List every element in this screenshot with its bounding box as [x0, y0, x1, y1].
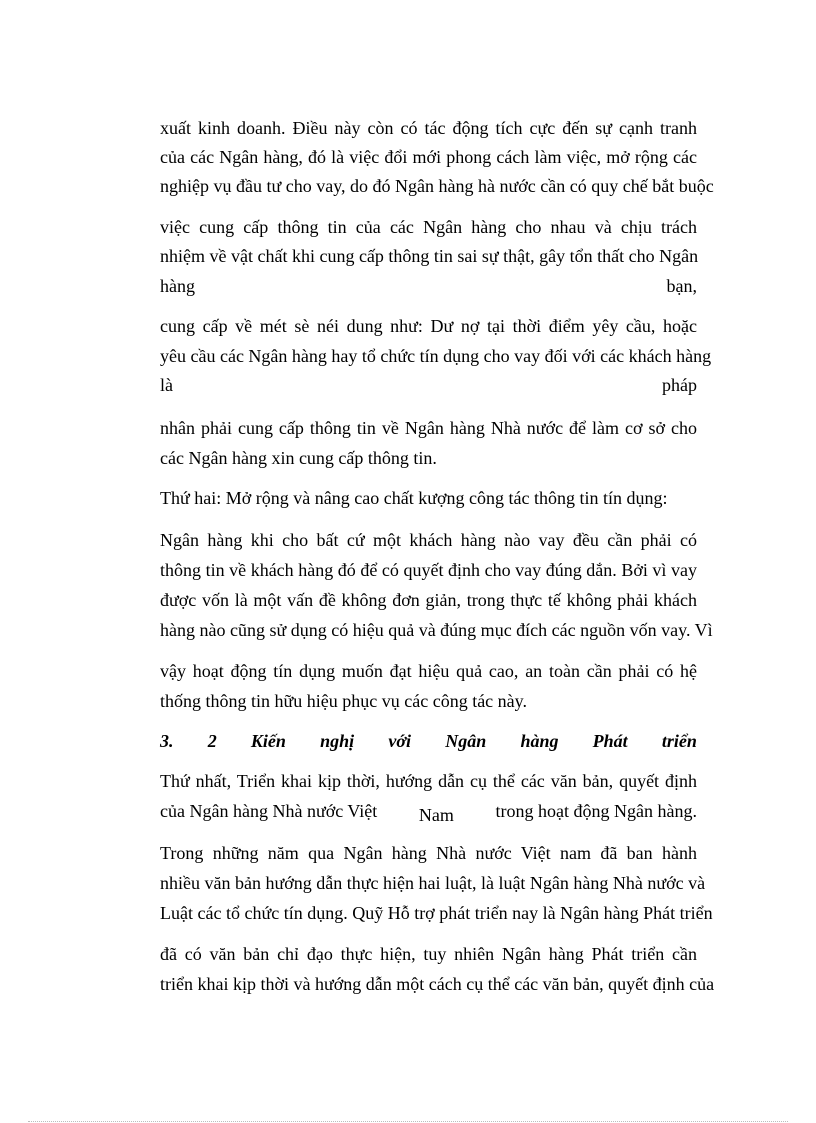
section-heading: [160, 730, 697, 752]
split-line: [160, 374, 697, 396]
text-line: yêu cầu các Ngân hàng hay tổ chức tín dụng cho vay đối với các khách hàng: [160, 346, 712, 366]
text-line-with-subscript: [160, 800, 697, 825]
heading-word: hàng: [520, 731, 559, 751]
heading-word: 2: [207, 731, 217, 751]
split-right: bạn,: [666, 276, 697, 296]
heading-word: Phát: [592, 731, 628, 751]
heading-word: triển: [661, 731, 697, 751]
line-part-after: trong hoạt động Ngân hàng.: [495, 801, 697, 821]
page-bottom-rule: [28, 1121, 788, 1122]
line-part-before: của Ngân hàng Nhà nước Việt: [160, 801, 378, 821]
text-line: thống thông tin hữu hiệu phục vụ các công tác này.: [160, 691, 527, 711]
text-line: Thứ hai: Mở rộng và nâng cao chất kượng công tác thông tin tín dụng:: [160, 488, 668, 508]
text-line: nhân phải cung cấp thông tin về Ngân hàng Nhà nước để làm cơ sở cho: [160, 418, 697, 438]
text-line: được vốn là một vấn đề không đơn giản, trong thực tế không phải khách: [160, 590, 697, 610]
text-line: đã có văn bản chỉ đạo thực hiện, tuy nhiên Ngân hàng Phát triển cần: [160, 944, 697, 964]
text-line: nhiệm về vật chất khi cung cấp thông tin sai sự thật, gây tổn thất cho Ngân: [160, 246, 699, 266]
text-line: Trong những năm qua Ngân hàng Nhà nước Việt nam đã ban hành: [160, 843, 697, 863]
heading-word: với: [388, 731, 412, 751]
heading-word: Ngân: [445, 731, 487, 751]
heading-word: 3.: [160, 731, 174, 751]
text-line: của các Ngân hàng, đó là việc đổi mới phong cách làm việc, mở rộng các: [160, 147, 697, 167]
split-line: [160, 275, 697, 297]
text-line: các Ngân hàng xin cung cấp thông tin.: [160, 448, 437, 468]
text-line: nhiều văn bản hướng dẫn thực hiện hai luật, là luật Ngân hàng Nhà nước và: [160, 873, 706, 893]
text-line: vậy hoạt động tín dụng muốn đạt hiệu quả cao, an toàn cần phải có hệ: [160, 661, 697, 681]
split-left: hàng: [160, 276, 195, 296]
text-line: việc cung cấp thông tin của các Ngân hàng cho nhau và chịu trách: [160, 217, 697, 237]
text-line: hàng nào cũng sử dụng có hiệu quả và đúng mục đích các nguồn vốn vay. Vì: [160, 620, 713, 640]
text-line: Luật các tổ chức tín dụng. Quỹ Hỗ trợ phát triển nay là Ngân hàng Phát triển: [160, 903, 713, 923]
text-line: cung cấp về mét sè néi dung như: Dư nợ tại thời điểm yêy cầu, hoặc: [160, 316, 697, 336]
text-line: nghiệp vụ đầu tư cho vay, do đó Ngân hàng hà nước cần có quy chế bắt buộc: [160, 176, 714, 196]
text-line: xuất kinh doanh. Điều này còn có tác động tích cực đến sự cạnh tranh: [160, 118, 697, 138]
subscript-word: Nam: [418, 805, 454, 825]
text-line: thông tin về khách hàng đó để có quyết định cho vay đúng dắn. Bởi vì vay: [160, 560, 697, 580]
heading-word: nghị: [320, 731, 355, 751]
split-left: là: [160, 375, 173, 395]
heading-word: Kiến: [250, 731, 286, 751]
text-line: Ngân hàng khi cho bất cứ một khách hàng nào vay đều cần phải có: [160, 530, 697, 550]
split-right: pháp: [662, 375, 697, 395]
text-line: triển khai kịp thời và hướng dẫn một cách cụ thể các văn bản, quyết định của: [160, 974, 715, 994]
text-line: Thứ nhất, Triển khai kịp thời, hướng dẫn cụ thể các văn bản, quyết định: [160, 771, 697, 791]
